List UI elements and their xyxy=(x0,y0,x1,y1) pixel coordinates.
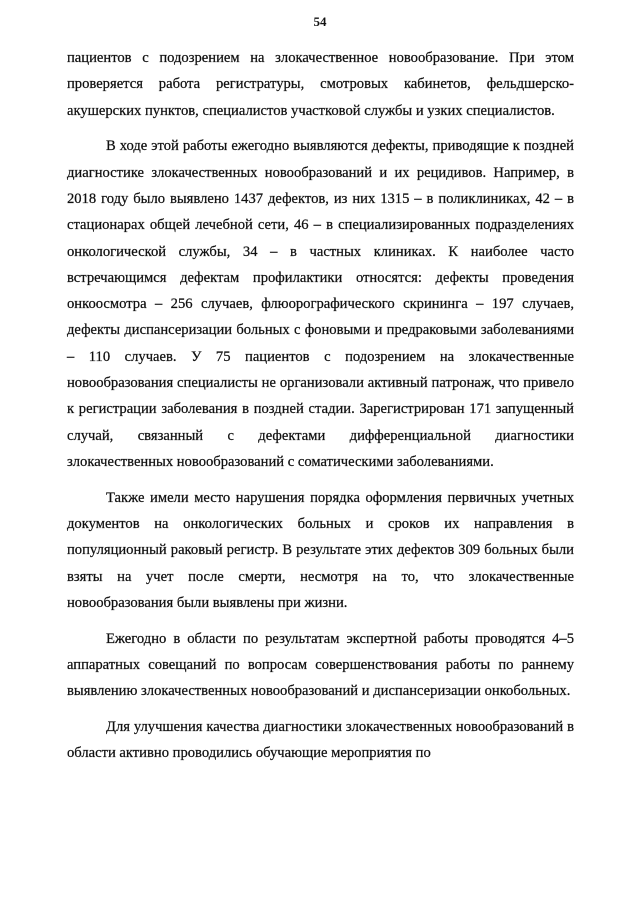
paragraph-1: пациентов с подозрением на злокачественное новообразование. При этом проверяется работа регистратуры, смотровых кабинетов, фельдшерско-акушерских пунктов, специалистов участковой службы и узких специалистов. xyxy=(67,50,574,119)
paragraph-2: В ходе этой работы ежегодно выявляются дефекты, приводящие к поздней диагностике злокачественных новообразований и их рецидивов. Например, в 2018 году было выявлено 1437 дефектов, из них 1315 – в поликлиниках, 42 – в стационарах общей лечебной сети, 46 – в специализированных подразделениях онкологической службы, 34 – в частных клиниках. К наиболее часто встречающимся дефектам профилактики относятся: дефекты проведения онкоосмотра – 256 случаев, флюорографического скрининга – 197 случаев, дефекты диспансеризации больных с фоновыми и предраковыми заболеваниями – 110 случаев. У 75 пациентов с подозрением на злокачественные новообразования специалисты не организовали активный патронаж, что привело к регистрации заболевания в поздней стадии. Зарегистрирован 171 запущенный случай, связанный с дефектами дифференциальной диагностики злокачественных новообразований с соматическими заболеваниями. xyxy=(67,138,574,470)
page-number: 54 xyxy=(313,14,327,29)
paragraph-4: Ежегодно в области по результатам экспертной работы проводятся 4–5 аппаратных совещаний по вопросам совершенствования работы по раннему выявлению злокачественных новообразований и диспансеризации онкобольных. xyxy=(67,630,574,700)
paragraph-5: Для улучшения качества диагностики злокачественных новообразований в области активно проводились обучающие мероприятия по xyxy=(67,719,574,762)
document-body xyxy=(67,45,574,767)
paragraph-3: Также имели место нарушения порядка оформления первичных учетных документов на онкологических больных и сроков их направления в популяционный раковый регистр. В результате этих дефектов 309 больных были взяты на учет после смерти, несмотря на то, что злокачественные новообразования были выявлены при жизни. xyxy=(67,489,574,611)
